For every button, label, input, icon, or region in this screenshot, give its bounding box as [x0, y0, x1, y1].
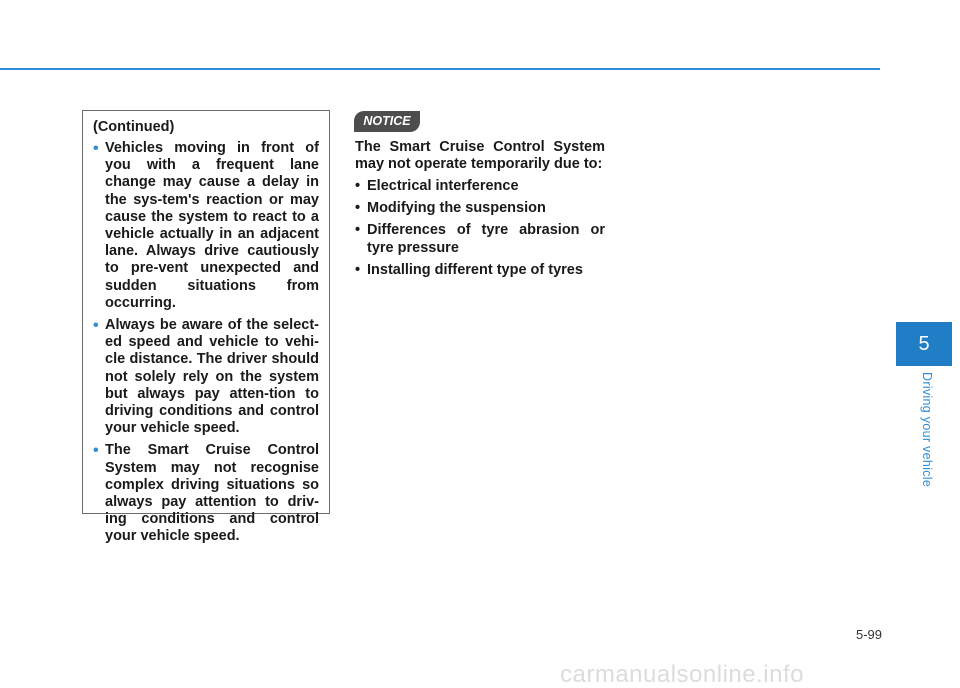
warning-heading: (Continued)	[93, 119, 175, 135]
warning-item: • Always be aware of the select-ed speed and vehicle to vehi-cle distance. The driver should not solely rely on the system but always pay atten-tion to driving conditions and control your vehicle speed.	[93, 317, 319, 437]
watermark: carmanualsonline.info	[560, 662, 804, 688]
notice-item: • Modifying the suspension	[355, 200, 605, 217]
chapter-title: Driving your vehicle	[920, 372, 934, 488]
header-rule	[0, 68, 880, 70]
warning-box	[82, 110, 330, 545]
notice-item: • Differences of tyre abrasion or tyre pressure	[355, 222, 605, 256]
warning-item: • The Smart Cruise Control System may not recognise complex driving situations so always pay attention to driv-ing conditions and control your vehicle speed.	[93, 442, 319, 545]
notice-item: • Installing different type of tyres	[355, 262, 605, 279]
notice-intro: The Smart Cruise Control System may not operate temporarily due to:	[355, 139, 605, 172]
warning-list	[93, 140, 319, 546]
notice-list	[355, 178, 605, 279]
page-number: 5-99	[855, 627, 882, 642]
warning-item: • Vehicles moving in front of you with a frequent lane change may cause a delay in the sys-tem's reaction or may cause the system to react to a vehicle actually in an adjacent lane. Always drive cautiously to pre-vent unexpected and sudden situations from occurring.	[93, 140, 319, 312]
notice-badge: NOTICE	[354, 111, 420, 132]
notice-body	[355, 139, 605, 284]
notice-item: • Electrical interference	[355, 178, 605, 195]
chapter-tab[interactable]: 5	[896, 322, 952, 366]
